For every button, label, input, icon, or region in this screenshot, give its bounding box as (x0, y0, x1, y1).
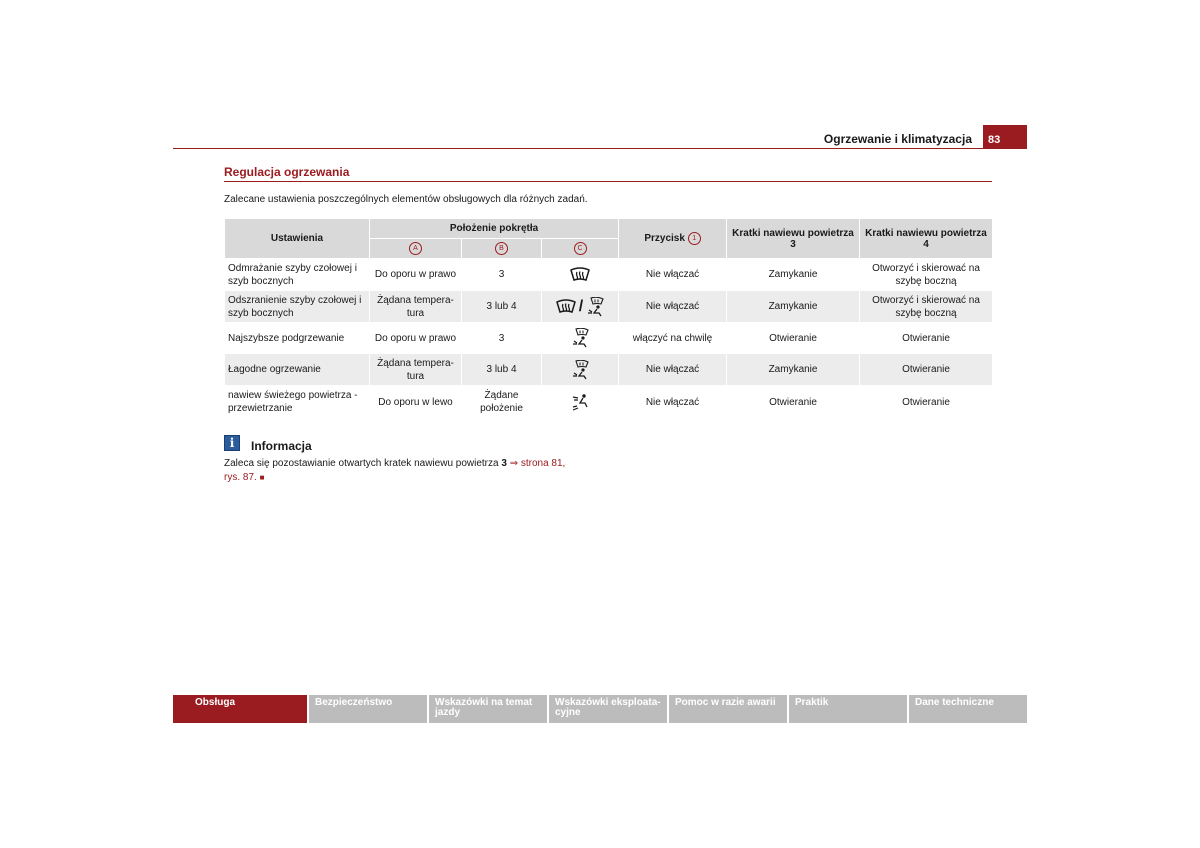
header-divider (173, 148, 1027, 149)
col-header-button (619, 219, 727, 259)
col-header-vents4: Kratki nawiewu powietrza 4 (860, 219, 993, 259)
nav-pomoc-awarii[interactable]: Pomoc w razie awarii (669, 695, 787, 723)
col-header-knob-c (542, 239, 619, 259)
cell-button: Nie włączać (619, 386, 727, 419)
cell-button: Nie włączać (619, 354, 727, 386)
cell-knob-b: Żądane położenie (462, 386, 542, 419)
cell-setting: nawiew świeżego powietrza - przewietrzanie (225, 386, 370, 419)
windshield-footwell-icon (570, 328, 590, 348)
nav-praktik[interactable]: Praktik (789, 695, 907, 723)
table-row (225, 354, 993, 386)
nav-bezpieczenstwo[interactable]: Bezpieczeństwo (309, 695, 427, 723)
face-footwell-icon (570, 392, 590, 412)
table-row (225, 323, 993, 354)
table-row (225, 291, 993, 323)
cell-setting: Odszranienie szyby czołowej i szyb bocznych (225, 291, 370, 323)
cell-vents4: Otworzyć i skierować na szybę boczną (860, 291, 993, 323)
col-header-settings: Ustawienia (225, 219, 370, 259)
cell-button: Nie włączać (619, 291, 727, 323)
section-title: Regulacja ogrzewania (224, 165, 350, 179)
knob-b-circle: B (495, 242, 508, 255)
cell-knob-a: Do oporu w prawo (370, 323, 462, 354)
cell-knob-a: Żądana tempera-tura (370, 291, 462, 323)
knob-c-circle: C (574, 242, 587, 255)
cell-vents3: Otwieranie (727, 386, 860, 419)
cell-vents3: Zamykanie (727, 291, 860, 323)
cell-knob-c (542, 259, 619, 291)
cell-vents4: Otwieranie (860, 323, 993, 354)
cell-knob-b: 3 (462, 323, 542, 354)
cell-knob-a: Do oporu w prawo (370, 259, 462, 291)
info-body: Zaleca się pozostawianie otwartych kratek nawiewu powietrza (224, 458, 499, 469)
info-text (224, 457, 574, 485)
cell-vents4: Otwieranie (860, 354, 993, 386)
cell-knob-a: Żądana tempera-tura (370, 354, 462, 386)
cell-vents4: Otworzyć i skierować na szybę boczną (860, 259, 993, 291)
cell-knob-c (542, 291, 619, 323)
col-header-vents3: Kratki nawiewu powietrza 3 (727, 219, 860, 259)
button-ref-circle: 1 (688, 232, 701, 245)
cell-knob-b: 3 (462, 259, 542, 291)
cell-knob-c (542, 323, 619, 354)
heating-settings-table (224, 218, 993, 419)
windshield-footwell-icon (585, 297, 605, 317)
windshield-defrost-icon (569, 266, 591, 284)
section-divider (224, 181, 992, 182)
info-icon: i (224, 435, 240, 451)
bottom-nav (173, 695, 1027, 723)
cell-knob-c (542, 354, 619, 386)
col-header-knob-a (370, 239, 462, 259)
nav-obsluga[interactable]: Obsługa (173, 695, 307, 723)
info-vent-number: 3 (501, 458, 507, 469)
cell-button: włączyć na chwilę (619, 323, 727, 354)
intro-text: Zalecane ustawienia poszczególnych elementów obsługowych dla różnych zadań. (224, 194, 588, 205)
chapter-title: Ogrzewanie i klimatyzacja (823, 132, 972, 146)
cell-setting: Najszybsze podgrzewanie (225, 323, 370, 354)
cell-knob-b: 3 lub 4 (462, 291, 542, 323)
cell-setting: Łagodne ogrzewanie (225, 354, 370, 386)
cell-knob-c (542, 386, 619, 419)
end-mark: ■ (259, 473, 265, 482)
knob-a-circle: A (409, 242, 422, 255)
cell-vents3: Zamykanie (727, 259, 860, 291)
icon-separator: / (578, 298, 584, 315)
windshield-footwell-icon (570, 360, 590, 380)
nav-dane-techniczne[interactable]: Dane techniczne (909, 695, 1027, 723)
table-row (225, 259, 993, 291)
cell-vents4: Otwieranie (860, 386, 993, 419)
col-header-knob-b (462, 239, 542, 259)
button-header-label: Przycisk (644, 233, 685, 245)
cell-vents3: Zamykanie (727, 354, 860, 386)
cell-knob-b: 3 lub 4 (462, 354, 542, 386)
cell-knob-a: Do oporu w lewo (370, 386, 462, 419)
cell-button: Nie włączać (619, 259, 727, 291)
page-reference-link[interactable]: ⇒ strona 81, rys. 87. (224, 458, 566, 483)
nav-wskazowki-eksploatacyjne[interactable]: Wskazówki eksploata-cyjne (549, 695, 667, 723)
cell-vents3: Otwieranie (727, 323, 860, 354)
nav-wskazowki-jazdy[interactable]: Wskazówki na temat jazdy (429, 695, 547, 723)
page-number: 83 (983, 125, 1027, 149)
table-row (225, 386, 993, 419)
info-title: Informacja (251, 439, 312, 453)
col-header-knob-position: Położenie pokrętła (370, 219, 619, 239)
cell-setting: Odmrażanie szyby czołowej i szyb bocznych (225, 259, 370, 291)
windshield-defrost-icon (555, 298, 577, 316)
